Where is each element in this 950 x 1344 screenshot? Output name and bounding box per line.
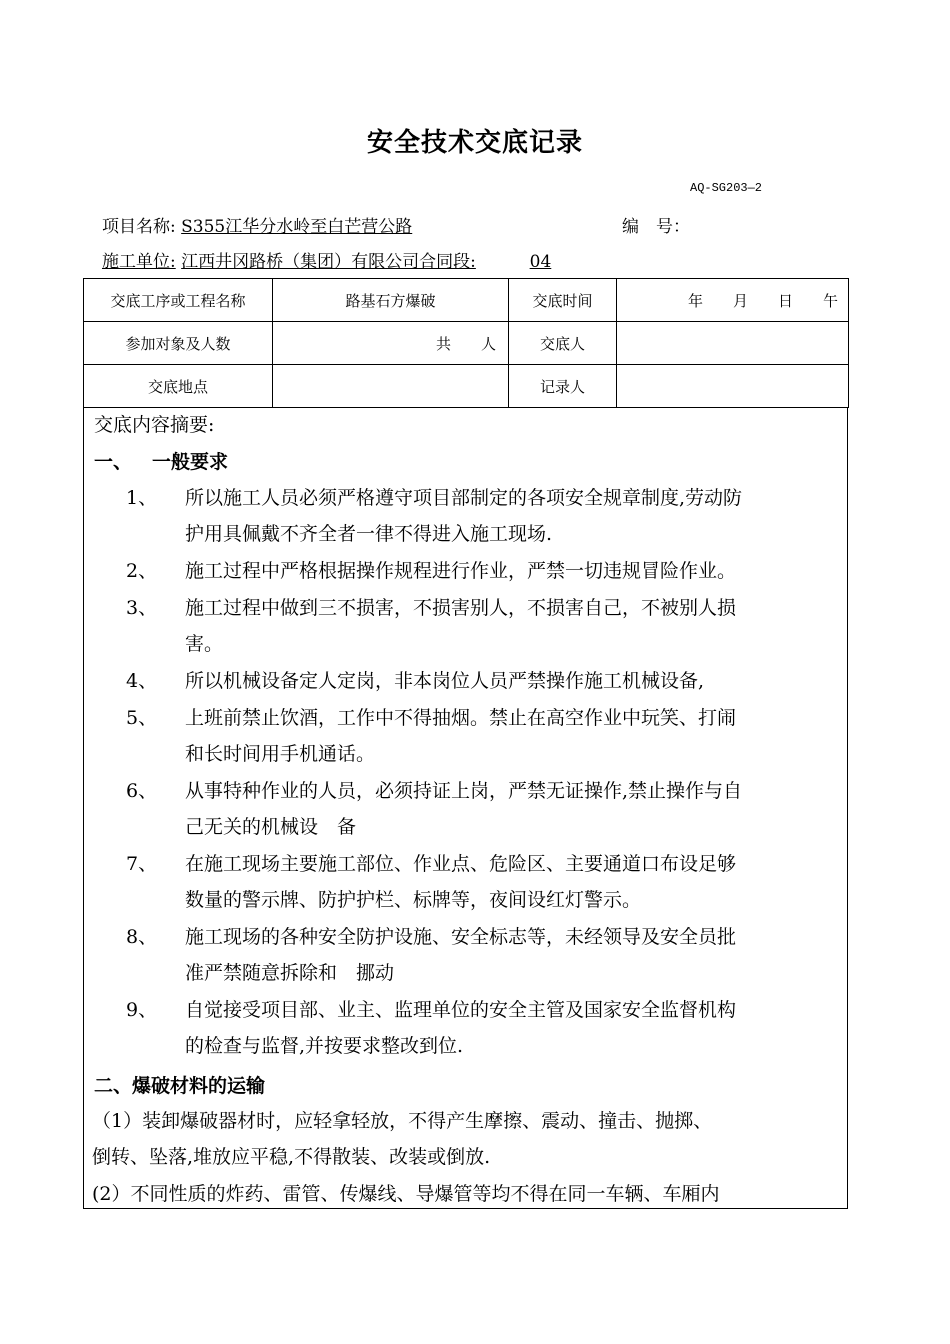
list-item: 的检查与监督,并按要求整改到位. <box>185 1035 464 1057</box>
header-table <box>83 278 849 408</box>
list-item: 害。 <box>185 633 224 655</box>
section-1-number: 一、 <box>94 451 133 473</box>
item-number: 5、 <box>126 707 158 729</box>
item-number: 6、 <box>126 780 158 802</box>
content-box <box>83 407 848 1209</box>
document-number-label: 编 号： <box>622 217 690 237</box>
list-item: 上班前禁止饮酒，工作中不得抽烟。禁止在高空作业中玩笑、打闹 <box>185 707 737 729</box>
project-name-value: S355江华分水岭至白芒营公路 <box>181 217 413 237</box>
construction-unit-label: 施工单位: <box>102 252 176 272</box>
paragraph-line: 倒转、坠落,堆放应平稳,不得散装、改装或倒放. <box>92 1146 491 1168</box>
section-1-title: 一般要求 <box>152 451 229 473</box>
location-value <box>273 365 509 408</box>
item-number: 9、 <box>126 999 158 1021</box>
list-item: 自觉接受项目部、业主、监理单位的安全主管及国家安全监督机构 <box>185 999 737 1021</box>
list-item: 施工现场的各种安全防护设施、安全标志等，未经领导及安全员批 <box>185 926 737 948</box>
table-row <box>84 279 849 322</box>
briefing-time-label: 交底时间 <box>509 279 617 322</box>
item-number: 7、 <box>126 853 158 875</box>
list-item: 所以施工人员必须严格遵守项目部制定的各项安全规章制度,劳动防 <box>185 487 743 509</box>
list-item: 从事特种作业的人员，必须持证上岗，严禁无证操作,禁止操作与自 <box>185 780 743 802</box>
item-number: 4、 <box>126 670 158 692</box>
list-item: 己无关的机械设 备 <box>185 816 357 838</box>
table-row <box>84 365 849 408</box>
briefer-value <box>617 322 849 365</box>
paragraph-line: (2）不同性质的炸药、雷管、传爆线、导爆管等均不得在同一车辆、车厢内 <box>92 1183 720 1205</box>
construction-unit-row <box>102 247 551 272</box>
list-item: 和长时间用手机通话。 <box>185 743 376 765</box>
list-item: 在施工现场主要施工部位、作业点、危险区、主要通道口布设足够 <box>185 853 737 875</box>
project-name-row <box>102 212 412 237</box>
item-number: 3、 <box>126 597 158 619</box>
item-number: 8、 <box>126 926 158 948</box>
item-number: 1、 <box>126 487 158 509</box>
document-code: AQ-SG203—2 <box>690 181 763 195</box>
list-item: 数量的警示牌、防护护栏、标牌等，夜间设红灯警示。 <box>185 889 642 911</box>
section-2-title: 二、爆破材料的运输 <box>94 1075 266 1097</box>
contract-section-number: 04 <box>529 252 552 272</box>
recorder-value <box>617 365 849 408</box>
list-item: 所以机械设备定人定岗，非本岗位人员严禁操作施工机械设备, <box>185 670 705 692</box>
table-row <box>84 322 849 365</box>
paragraph-line: （1）装卸爆破器材时，应轻拿轻放，不得产生摩擦、震动、撞击、抛掷、 <box>92 1110 713 1132</box>
page-title: 安全技术交底记录 <box>366 128 583 158</box>
construction-unit-value: 江西井冈路桥（集团）有限公司合同段: <box>181 252 476 272</box>
briefer-label: 交底人 <box>509 322 617 365</box>
location-label: 交底地点 <box>84 365 273 408</box>
participants-label: 参加对象及人数 <box>84 322 273 365</box>
list-item: 施工过程中做到三不损害，不损害别人，不损害自己，不被别人损 <box>185 597 737 619</box>
recorder-label: 记录人 <box>509 365 617 408</box>
list-item: 施工过程中严格根据操作规程进行作业，严禁一切违规冒险作业。 <box>185 560 737 582</box>
summary-label: 交底内容摘要: <box>94 414 215 436</box>
procedure-name-label: 交底工序或工程名称 <box>84 279 273 322</box>
item-number: 2、 <box>126 560 158 582</box>
briefing-time-value: 年 月 日 午 <box>617 279 849 322</box>
procedure-name-value: 路基石方爆破 <box>273 279 509 322</box>
list-item: 准严禁随意拆除和 挪动 <box>185 962 395 984</box>
list-item: 护用具佩戴不齐全者一律不得进入施工现场. <box>185 523 553 545</box>
participants-count: 共 人 <box>273 322 509 365</box>
project-name-label: 项目名称: <box>102 217 176 237</box>
